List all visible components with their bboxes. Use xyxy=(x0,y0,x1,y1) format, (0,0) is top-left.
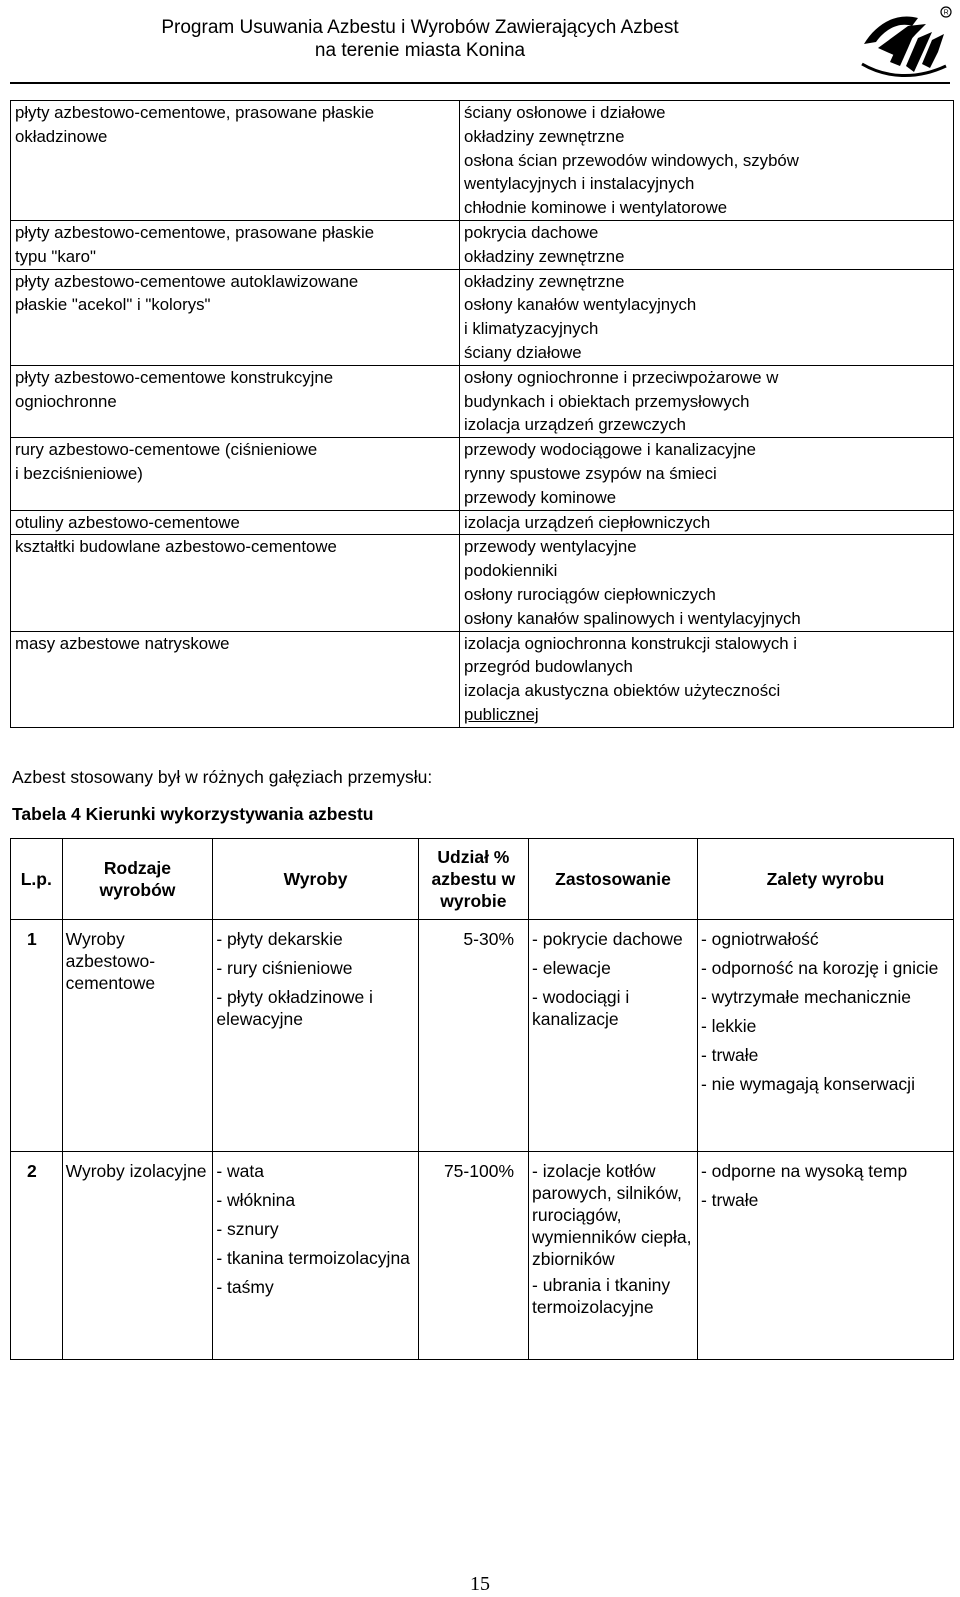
uses-cell xyxy=(460,269,954,365)
product-line: ogniochronne xyxy=(15,391,117,411)
wyrob-item: - płyty dekarskie xyxy=(216,929,343,949)
use-line: izolacja ogniochronna konstrukcji stalowych i xyxy=(464,633,797,653)
table-row xyxy=(11,365,954,437)
lp-cell: 1 xyxy=(11,920,63,1152)
zaleta-item: - trwałe xyxy=(700,1190,759,1210)
intro-text: Azbest stosowany był w różnych gałęziach przemysłu: xyxy=(12,767,433,787)
zaleta-item: - odporność na korozję i gnicie xyxy=(700,958,939,978)
zastosowanie-cell xyxy=(529,1152,698,1360)
table-caption: Tabela 4 Kierunki wykorzystywania azbestu xyxy=(12,804,374,824)
header-lp: L.p. xyxy=(11,839,63,920)
header-wyroby: Wyroby xyxy=(213,839,418,920)
zalety-cell xyxy=(697,1152,953,1360)
use-line: osłony kanałów spalinowych i wentylacyjnych xyxy=(464,608,801,628)
wyroby-cell xyxy=(213,1152,418,1360)
header-zastosowanie: Zastosowanie xyxy=(529,839,698,920)
product-line: rury azbestowo-cementowe (ciśnieniowe xyxy=(15,440,318,460)
zalety-cell xyxy=(697,920,953,1152)
uses-cell xyxy=(460,535,954,631)
use-line: publicznej xyxy=(464,704,539,724)
zastosowanie-item: - izolacje kotłów parowych, silników, rurociągów, wymienników ciepła, zbiorników xyxy=(532,1161,692,1269)
use-line: chłodnie kominowe i wentylatorowe xyxy=(464,198,728,218)
use-line: osłona ścian przewodów windowych, szybów xyxy=(464,150,799,170)
product-line: płyty azbestowo-cementowe autoklawizowane xyxy=(15,271,359,291)
use-line: i klimatyzacyjnych xyxy=(464,319,599,339)
use-line: izolacja urządzeń grzewczych xyxy=(464,415,686,435)
product-line: płyty azbestowo-cementowe, prasowane płaskie xyxy=(15,103,375,122)
uses-cell xyxy=(460,438,954,510)
product-line: i bezciśnieniowe) xyxy=(15,463,143,483)
use-line: ściany osłonowe i działowe xyxy=(464,103,666,122)
use-line: wentylacyjnych i instalacyjnych xyxy=(464,174,695,194)
product-cell xyxy=(11,631,460,727)
wyrob-item: - sznury xyxy=(216,1219,279,1239)
wyrob-item: - włóknina xyxy=(216,1190,296,1210)
product-cell xyxy=(11,101,460,221)
use-line: izolacja akustyczna obiektów użyteczności xyxy=(464,681,781,701)
use-line: przewody wentylacyjne xyxy=(464,537,637,557)
uses-cell xyxy=(460,510,954,535)
table-row xyxy=(11,631,954,727)
use-line: przewody kominowe xyxy=(464,487,617,507)
use-line: izolacja urządzeń ciepłowniczych xyxy=(464,512,711,532)
table-row xyxy=(11,101,954,221)
use-line: przegród budowlanych xyxy=(464,657,633,677)
zaleta-item: - odporne na wysoką temp xyxy=(700,1161,908,1181)
lp-cell: 2 xyxy=(11,1152,63,1360)
use-line: osłony kanałów wentylacyjnych xyxy=(464,295,697,315)
use-line: rynny spustowe zsypów na śmieci xyxy=(464,463,717,483)
uses-cell xyxy=(460,365,954,437)
zaleta-item: - trwałe xyxy=(700,1045,759,1065)
header-rodzaje: Rodzaje wyrobów xyxy=(62,839,213,920)
use-line: budynkach i obiektach przemysłowych xyxy=(464,391,750,411)
zastosowanie-item: - wodociągi i kanalizacje xyxy=(532,987,630,1029)
header-title xyxy=(130,16,710,62)
uses-cell xyxy=(460,631,954,727)
use-line: osłony rurociągów ciepłowniczych xyxy=(464,584,716,604)
uses-cell xyxy=(460,220,954,269)
table-row xyxy=(11,269,954,365)
zastosowanie-cell xyxy=(529,920,698,1152)
page-number: 15 xyxy=(470,1573,490,1595)
udzial-cell: 75-100% xyxy=(418,1152,528,1360)
product-line: płaskie "acekol" i "kolorys" xyxy=(15,295,211,315)
svg-text:R: R xyxy=(943,9,949,17)
rodzaj-cell: Wyroby azbestowo-cementowe xyxy=(62,920,213,1152)
table-header-row xyxy=(11,839,954,920)
product-line: okładzinowe xyxy=(15,126,108,146)
wyrob-item: - tkanina termoizolacyjna xyxy=(216,1248,410,1268)
use-line: przewody wodociągowe i kanalizacyjne xyxy=(464,440,756,460)
table-row xyxy=(11,1152,954,1360)
product-line: płyty azbestowo-cementowe, prasowane płaskie xyxy=(15,222,375,242)
product-cell xyxy=(11,438,460,510)
product-line: otuliny azbestowo-cementowe xyxy=(15,512,240,532)
use-line: okładziny zewnętrzne xyxy=(464,126,625,146)
asbestos-products-table xyxy=(10,100,954,728)
product-line: kształtki budowlane azbestowo-cementowe xyxy=(15,537,337,557)
table-row xyxy=(11,920,954,1152)
header-udzial: Udział % azbestu w wyrobie xyxy=(418,839,528,920)
use-line: okładziny zewnętrzne xyxy=(464,246,625,266)
product-cell xyxy=(11,535,460,631)
uses-cell xyxy=(460,101,954,221)
use-line: ściany działowe xyxy=(464,342,582,362)
header-title-line2: na terenie miasta Konina xyxy=(314,40,526,61)
use-line: osłony ogniochronne i przeciwpożarowe w xyxy=(464,367,779,387)
product-line: płyty azbestowo-cementowe konstrukcyjne xyxy=(15,367,334,387)
wyrob-item: - rury ciśnieniowe xyxy=(216,958,353,978)
udzial-cell: 5-30% xyxy=(418,920,528,1152)
product-line: typu "karo" xyxy=(15,246,96,266)
zastosowanie-item: - ubrania i tkaniny termoizolacyjne xyxy=(532,1275,671,1317)
rodzaj-cell: Wyroby izolacyjne xyxy=(62,1152,213,1360)
asbestos-uses-table xyxy=(10,838,954,1360)
use-line: podokienniki xyxy=(464,561,558,581)
zaleta-item: - nie wymagają konserwacji xyxy=(700,1074,915,1094)
table-row xyxy=(11,535,954,631)
product-cell xyxy=(11,269,460,365)
page-header xyxy=(0,0,960,90)
zastosowanie-item: - elewacje xyxy=(532,958,611,978)
zaleta-item: - ogniotrwałość xyxy=(700,929,819,949)
product-cell xyxy=(11,510,460,535)
zastosowanie-item: - pokrycie dachowe xyxy=(532,929,683,949)
zaleta-item: - lekkie xyxy=(700,1016,757,1036)
product-cell xyxy=(11,220,460,269)
use-line: okładziny zewnętrzne xyxy=(464,271,625,291)
wyroby-cell xyxy=(213,920,418,1152)
table-row xyxy=(11,510,954,535)
zaleta-item: - wytrzymałe mechanicznie xyxy=(700,987,912,1007)
use-line: pokrycia dachowe xyxy=(464,222,599,242)
header-zalety: Zalety wyrobu xyxy=(697,839,953,920)
wyrob-item: - wata xyxy=(216,1161,264,1181)
wyrob-item: - płyty okładzinowe i elewacyjne xyxy=(216,987,373,1029)
product-line: masy azbestowe natryskowe xyxy=(15,633,230,653)
header-title-line1: Program Usuwania Azbestu i Wyrobów Zawierających Azbest xyxy=(161,17,679,38)
wyrob-item: - taśmy xyxy=(216,1277,274,1297)
table-row xyxy=(11,438,954,510)
header-rule xyxy=(10,82,950,84)
product-cell xyxy=(11,365,460,437)
program-logo-icon xyxy=(856,4,952,82)
table-row xyxy=(11,220,954,269)
